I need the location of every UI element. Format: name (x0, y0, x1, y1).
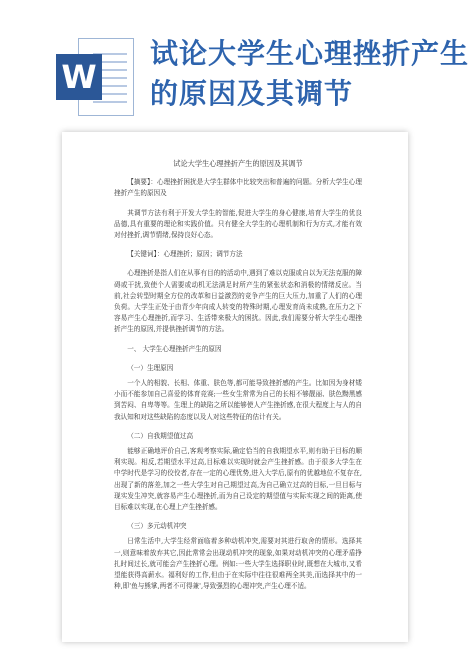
subsection-heading: （三）多元动机冲突 (127, 522, 187, 531)
subsection-heading: （一）生理原因 (127, 363, 174, 372)
document-title: 试论大学生心理挫折产生的原因及其调节 (173, 159, 303, 168)
document-body (114, 146, 362, 593)
word-w-badge: W (56, 54, 102, 100)
section-heading: 一、 大学生心理挫折产生的原因 (127, 344, 222, 353)
abstract: 【摘要】：心理挫折困扰是大学生群体中比较突出和普遍的问题。分析大学生心理挫折产生的原因及 (114, 178, 362, 198)
paragraph: 一个人的相貌、长相、体重、肤色等,都可能导致挫折感的产生。比如因为身材矮小而不能参加自己喜爱的体育竞赛;一些女生常常为自己的长相不够靓丽、肤色黝黑感到苦闷、自卑等等。生理上的缺陷之所以能够使人产生挫折感,在很大程度上与人的自我认知和对这些缺陷的态度以及人对这些特征的估计有关。 (114, 379, 362, 421)
paragraph: 日常生活中,大学生经常面临着多种动机冲突,需要对其进行取舍的情形。选择其一,则意味着放弃其它,因此常常会出现动机冲突的现象,如果对动机冲突的心理矛盾挣扎时间过长,就可能会产生挫折心理。例如:一些大学生选择职业时,既想在大城市,又希望能获得高薪水。福利好的工作,但由于在实际中往往很难两全其美,而选择其中的一种,即'鱼与熊掌,两者不可得兼',导致强烈的心理冲突,产生心理不适。 (114, 537, 362, 591)
header-banner (0, 0, 474, 132)
document-preview[interactable] (62, 132, 408, 642)
page-title: 试论大学生心理挫折产生的原因及其调节 (150, 37, 470, 110)
keywords: 【关键词】：心理挫折；原因；调节方法 (127, 250, 243, 259)
word-document-icon (56, 38, 134, 116)
paragraph: 能够正确地评价自己,客观考察实际,确定恰当的自我期望水平,则有助于目标的顺利实现。相反,若期望水平过高,目标难以实现时就会产生挫折感。由于很多大学生在中学时代是学习的佼佼者,存在一定的心理优势,进入大学后,原有的优越地位不复存在,出现了新的落差,加之一些大学生对自己期望过高,为自己确立过高的目标,一旦目标与现实发生冲突,就容易产生心理挫折,而为自己设定的期望值与实际实现之间的距离,使目标难以实现,在心理上产生挫折感。 (114, 447, 362, 512)
intro-paragraph: 心理挫折是指人们在从事有目的的活动中,遇到了难以克服或自以为无法克服的障碍或干扰,致使个人需要或动机无法满足时所产生的紧张状态和消极的情绪反应。当前,社会转型时期全方位的改革和日益激烈的竞争产生的巨大压力,加重了人们的心理负荷。大学生正处于由青少年向成人转变的特殊时期,心理发育尚未成熟,在压力之下容易产生心理挫折,而学习、生活带来极大的困扰。因此,我们需要分析大学生心理挫折产生的原因,并提供挫折调节的方法。 (114, 269, 362, 334)
subsection-heading: （二）自我期望值过高 (127, 431, 194, 440)
abstract-continued: 其调节方法有利于开发大学生的智能,促进大学生的身心健康,培育大学生的优良品德,具有重要的理论和实践价值。只有健全大学生的心理机制和行为方式,才能有效对付挫折,调节情绪,保持良好心态。 (114, 208, 362, 240)
